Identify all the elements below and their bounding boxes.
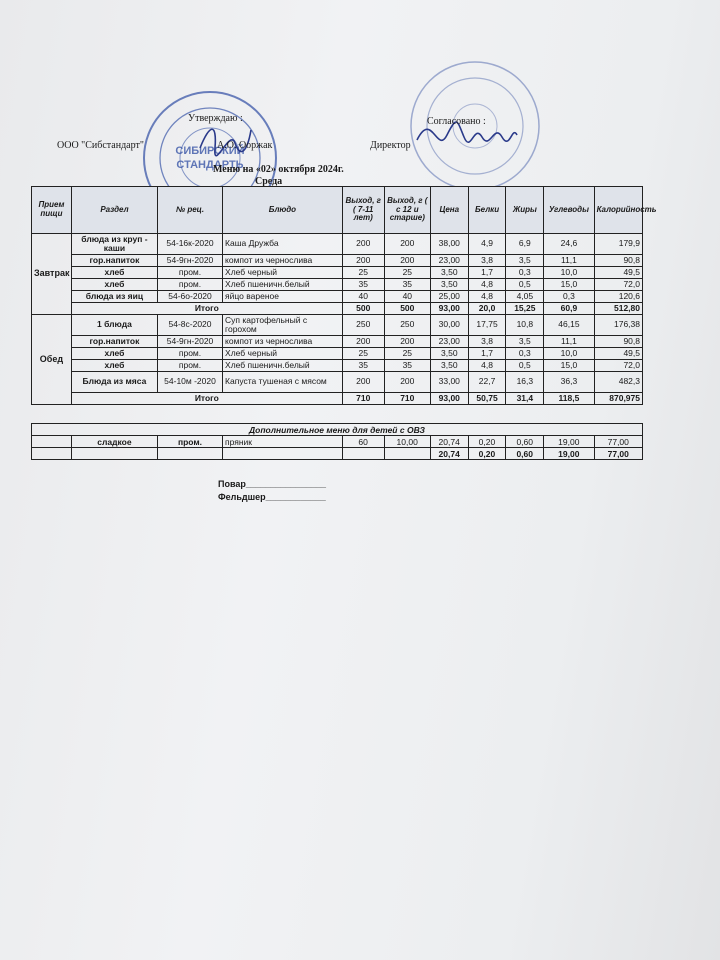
- carb-cell: 19,00: [544, 436, 594, 448]
- carb-cell: 46,15: [544, 315, 594, 336]
- col-header: Прием пищи: [32, 187, 72, 234]
- empty-cell: [71, 448, 157, 460]
- dish-cell: яйцо вареное: [223, 291, 343, 303]
- protein-cell: 3,8: [468, 336, 506, 348]
- fat-cell: 15,25: [506, 303, 544, 315]
- output-cell: 40: [342, 291, 384, 303]
- dish-cell: Каша Дружба: [223, 234, 343, 255]
- protein-cell: 50,75: [468, 393, 506, 405]
- table-row: [32, 372, 643, 393]
- output-cell: 200: [342, 234, 384, 255]
- kcal-cell: 120,6: [594, 291, 642, 303]
- kcal-cell: 49,5: [594, 267, 642, 279]
- col-header: Углеводы: [544, 187, 594, 234]
- table-row: [32, 279, 643, 291]
- carb-cell: 11,1: [544, 336, 594, 348]
- section-cell: гор.напиток: [71, 255, 157, 267]
- kcal-cell: 90,8: [594, 336, 642, 348]
- protein-cell: 1,7: [468, 267, 506, 279]
- table-row: [32, 360, 643, 372]
- extra-title-row: [32, 424, 643, 436]
- output-cell: 200: [384, 234, 430, 255]
- protein-cell: 4,8: [468, 291, 506, 303]
- empty-cell: [157, 448, 222, 460]
- output-cell: 200: [384, 372, 430, 393]
- carb-cell: 15,0: [544, 360, 594, 372]
- dish-cell: Хлеб черный: [223, 348, 343, 360]
- svg-text:СИБИРСКИЙ: СИБИРСКИЙ: [175, 145, 245, 157]
- weekday: Среда: [255, 176, 283, 187]
- dish-cell: пряник: [223, 436, 343, 448]
- price-cell: 23,00: [430, 336, 468, 348]
- fat-cell: 3,5: [506, 336, 544, 348]
- kcal-cell: 77,00: [594, 448, 643, 460]
- recipe-cell: 54-9гн-2020: [157, 336, 222, 348]
- carb-cell: 19,00: [544, 448, 594, 460]
- col-header: № рец.: [157, 187, 222, 234]
- recipe-cell: 54-9гн-2020: [157, 255, 222, 267]
- protein-cell: 17,75: [468, 315, 506, 336]
- output-cell: 35: [384, 360, 430, 372]
- dish-cell: Хлеб пшеничн.белый: [223, 279, 343, 291]
- price-cell: 20,74: [430, 448, 468, 460]
- carb-cell: 60,9: [544, 303, 594, 315]
- recipe-cell: 54-16к-2020: [157, 234, 222, 255]
- section-cell: Блюда из мяса: [71, 372, 157, 393]
- dish-cell: Капуста тушеная с мясом: [223, 372, 343, 393]
- price-cell: 23,00: [430, 255, 468, 267]
- carb-cell: 10,0: [544, 348, 594, 360]
- output-cell: 710: [342, 393, 384, 405]
- approve-label: Утверждаю :: [188, 113, 243, 124]
- carb-cell: 36,3: [544, 372, 594, 393]
- agreed-label: Согласовано :: [427, 116, 486, 127]
- output-cell: 25: [384, 267, 430, 279]
- recipe-cell: 54-10м -2020: [157, 372, 222, 393]
- price-cell: 10,00: [384, 436, 430, 448]
- recipe-cell: пром.: [157, 348, 222, 360]
- recipe-cell: пром.: [157, 267, 222, 279]
- fat-cell: 16,3: [506, 372, 544, 393]
- medic-signature-line: Фельдшер____________: [218, 492, 326, 502]
- fat-cell: 0,60: [506, 448, 544, 460]
- dish-cell: компот из чернослива: [223, 255, 343, 267]
- section-cell: сладкое: [71, 436, 157, 448]
- header-row: [32, 187, 643, 234]
- carb-cell: 0,3: [544, 291, 594, 303]
- total-row: [32, 448, 643, 460]
- output-cell: 250: [342, 315, 384, 336]
- extra-menu-table: [31, 423, 643, 460]
- fat-cell: 0,3: [506, 267, 544, 279]
- protein-cell: 1,7: [468, 348, 506, 360]
- table-row: [32, 255, 643, 267]
- col-header: Выход, г ( с 12 и старше): [384, 187, 430, 234]
- fat-cell: 0,5: [506, 279, 544, 291]
- protein-cell: 22,7: [468, 372, 506, 393]
- kcal-cell: 49,5: [594, 348, 642, 360]
- fat-cell: 0,60: [506, 436, 544, 448]
- fat-cell: 3,5: [506, 255, 544, 267]
- protein-cell: 20,0: [468, 303, 506, 315]
- fat-cell: 0,3: [506, 348, 544, 360]
- protein-cell: 4,8: [468, 360, 506, 372]
- section-cell: гор.напиток: [71, 336, 157, 348]
- empty-cell: [342, 448, 384, 460]
- table-row: [32, 267, 643, 279]
- carb-cell: 15,0: [544, 279, 594, 291]
- recipe-cell: пром.: [157, 360, 222, 372]
- protein-cell: 4,9: [468, 234, 506, 255]
- col-header: Блюдо: [223, 187, 343, 234]
- protein-cell: 0,20: [468, 436, 506, 448]
- col-header: Выход, г ( 7-11 лет): [342, 187, 384, 234]
- output-cell: 25: [342, 348, 384, 360]
- kcal-cell: 176,38: [594, 315, 642, 336]
- output-cell: 35: [342, 279, 384, 291]
- output-cell: 60: [342, 436, 384, 448]
- recipe-cell: 54-6о-2020: [157, 291, 222, 303]
- output-cell: 25: [342, 267, 384, 279]
- col-header: Раздел: [71, 187, 157, 234]
- kcal-cell: 512,80: [594, 303, 642, 315]
- kcal-cell: 77,00: [594, 436, 643, 448]
- kcal-cell: 482,3: [594, 372, 642, 393]
- fat-cell: 31,4: [506, 393, 544, 405]
- price-cell: 20,74: [430, 436, 468, 448]
- price-cell: 3,50: [430, 360, 468, 372]
- output-cell: 500: [384, 303, 430, 315]
- output-cell: 710: [384, 393, 430, 405]
- section-cell: хлеб: [71, 267, 157, 279]
- carb-cell: 118,5: [544, 393, 594, 405]
- section-cell: 1 блюда: [71, 315, 157, 336]
- price-cell: 33,00: [430, 372, 468, 393]
- dish-cell: Хлеб черный: [223, 267, 343, 279]
- kcal-cell: 179,9: [594, 234, 642, 255]
- section-cell: блюда из яиц: [71, 291, 157, 303]
- table-row: [32, 291, 643, 303]
- kcal-cell: 870,975: [594, 393, 642, 405]
- table-row: [32, 315, 643, 336]
- output-cell: 200: [384, 336, 430, 348]
- kcal-cell: 90,8: [594, 255, 642, 267]
- col-header: Цена: [430, 187, 468, 234]
- empty-cell: [384, 448, 430, 460]
- approver-name: А.О. Ооржак: [217, 140, 273, 151]
- empty-cell: [32, 436, 72, 448]
- price-cell: 25,00: [430, 291, 468, 303]
- price-cell: 38,00: [430, 234, 468, 255]
- table-row: [32, 336, 643, 348]
- kcal-cell: 72,0: [594, 279, 642, 291]
- total-label: Итого: [71, 393, 342, 405]
- carb-cell: 24,6: [544, 234, 594, 255]
- dish-cell: Суп картофельный с горохом: [223, 315, 343, 336]
- table-row: [32, 234, 643, 255]
- recipe-cell: пром.: [157, 436, 222, 448]
- fat-cell: 6,9: [506, 234, 544, 255]
- table-row: [32, 348, 643, 360]
- price-cell: 30,00: [430, 315, 468, 336]
- dish-cell: компот из чернослива: [223, 336, 343, 348]
- price-cell: 3,50: [430, 348, 468, 360]
- total-label: Итого: [71, 303, 342, 315]
- col-header: Белки: [468, 187, 506, 234]
- output-cell: 25: [384, 348, 430, 360]
- svg-text:СТАНДАРТЬ: СТАНДАРТЬ: [176, 159, 244, 171]
- organization-name: ООО "Сибстандарт": [57, 140, 144, 151]
- section-cell: хлеб: [71, 360, 157, 372]
- recipe-cell: пром.: [157, 279, 222, 291]
- output-cell: 250: [384, 315, 430, 336]
- table-row: [32, 436, 643, 448]
- output-cell: 200: [342, 336, 384, 348]
- output-cell: 35: [384, 279, 430, 291]
- price-cell: 3,50: [430, 267, 468, 279]
- col-header: Жиры: [506, 187, 544, 234]
- protein-cell: 3,8: [468, 255, 506, 267]
- director-label: Директор: [370, 140, 411, 151]
- fat-cell: 0,5: [506, 360, 544, 372]
- carb-cell: 10,0: [544, 267, 594, 279]
- output-cell: 40: [384, 291, 430, 303]
- cook-signature-line: Повар________________: [218, 479, 326, 489]
- price-cell: 93,00: [430, 393, 468, 405]
- meal-lunch: Обед: [32, 315, 72, 405]
- menu-date: Меню на «02» октября 2024г.: [213, 164, 344, 175]
- protein-cell: 4,8: [468, 279, 506, 291]
- meal-breakfast: Завтрак: [32, 234, 72, 315]
- carb-cell: 11,1: [544, 255, 594, 267]
- extra-menu-title: Дополнительное меню для детей с ОВЗ: [32, 424, 643, 436]
- dish-cell: Хлеб пшеничн.белый: [223, 360, 343, 372]
- empty-cell: [223, 448, 343, 460]
- menu-table: [31, 186, 657, 405]
- output-cell: 200: [342, 255, 384, 267]
- output-cell: 500: [342, 303, 384, 315]
- fat-cell: 10,8: [506, 315, 544, 336]
- kcal-cell: 72,0: [594, 360, 642, 372]
- total-row: [32, 303, 643, 315]
- section-cell: блюда из круп - каши: [71, 234, 157, 255]
- price-cell: 93,00: [430, 303, 468, 315]
- price-cell: 3,50: [430, 279, 468, 291]
- empty-cell: [32, 448, 72, 460]
- protein-cell: 0,20: [468, 448, 506, 460]
- output-cell: 200: [384, 255, 430, 267]
- section-cell: хлеб: [71, 279, 157, 291]
- output-cell: 200: [342, 372, 384, 393]
- output-cell: 35: [342, 360, 384, 372]
- col-header: Калорийность: [594, 187, 642, 234]
- recipe-cell: 54-8с-2020: [157, 315, 222, 336]
- fat-cell: 4,05: [506, 291, 544, 303]
- section-cell: хлеб: [71, 348, 157, 360]
- total-row: [32, 393, 643, 405]
